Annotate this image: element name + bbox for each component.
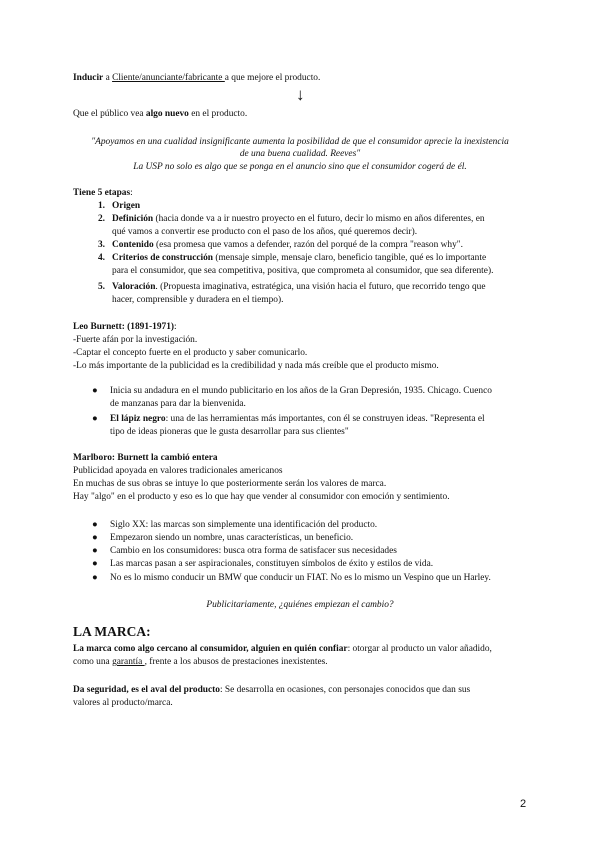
etapa-text: (esa promesa que vamos a defender, razón del porqué de la compra "reason why". [153, 240, 463, 250]
bullet-icon: ● [92, 386, 98, 396]
bullet-icon: ● [92, 533, 98, 543]
bullet-icon: ● [92, 573, 98, 583]
etapa-2-cont: qué vamos a convertir ese producto con el paso de los años, qué queremos decir). [112, 227, 418, 237]
bullet-text: : una de las herramientas más importantes, con él se construyen ideas. "Representa el [165, 414, 485, 424]
marlboro-title-text: Marlboro: Burnett la cambió entera [73, 453, 218, 463]
burnett-line: -Fuerte afán por la investigación. [73, 335, 198, 345]
bullet-text: Inicia su andadura en el mundo publicitario en los años de la Gran Depresión, 1935. Chicago. Cuenco [110, 386, 492, 396]
bullet-bold: El lápiz negro [110, 414, 166, 424]
down-arrow-icon: ↓ [296, 85, 305, 104]
etapa-number: 3. [97, 240, 105, 250]
quote-line-3: La USP no solo es algo que se ponga en el anuncio sino que el consumidor cogerá de él. [133, 162, 467, 172]
etapa-number: 5. [97, 282, 105, 292]
marca-heading: LA MARCA: [73, 624, 151, 639]
marlboro-bullet [92, 572, 600, 584]
marca-p1-line2 [73, 656, 600, 668]
etapa-text: (hacia donde va a ir nuestro proyecto en el futuro, decir lo mismo en años diferentes, en [153, 214, 485, 224]
marca-p1-bold: La marca como algo cercano al consumidor, alguien en quién confiar [73, 644, 348, 654]
etapa-5 [91, 281, 600, 293]
etapa-title: Contenido [112, 240, 154, 250]
marlboro-bullet [92, 532, 600, 544]
etapa-number: 2. [97, 214, 105, 224]
page-number: 2 [520, 798, 527, 810]
marca-p2 [73, 684, 600, 696]
burnett-line: -Lo más importante de la publicidad es la credibilidad y nada más creíble que el producto mismo. [73, 361, 439, 371]
etapa-number: 4. [97, 253, 105, 263]
marca-p2-line2: valores al producto/marca. [73, 698, 173, 708]
burnett-bullet-2-cont: tipo de ideas pioneras que le gusta desarrollar para sus clientes" [110, 427, 349, 437]
marca-p1-rest: : otorgar al producto un valor añadido, [347, 644, 492, 654]
bullet-text: Siglo XX: las marcas son simplemente una identificación del producto. [110, 520, 378, 530]
marca-p1 [73, 643, 600, 655]
marca-p2-bold: Da seguridad, es el aval del producto [73, 685, 220, 695]
etapa-text: (mensaje simple, mensaje claro, beneficio tangible, qué es lo importante [213, 253, 487, 263]
marlboro-line: En muchas de sus obras se intuye lo que posteriormente serán los valores de marca. [73, 479, 387, 489]
etapa-2 [91, 213, 600, 225]
intro-rest: a que mejore el producto. [224, 73, 321, 83]
marca-p2-rest: : Se desarrolla en ocasiones, con personajes conocidos que dan sus [219, 685, 471, 695]
bullet-text: No es lo mismo conducir un BMW que conducir un FIAT. No es lo mismo un Vespino que un Harley. [110, 573, 491, 583]
etapa-3 [91, 239, 600, 251]
burnett-title-text: Leo Burnett: (1891-1971) [73, 322, 175, 332]
marca-p1-guarantee: garantía [112, 657, 145, 667]
marlboro-bullet [92, 558, 600, 570]
bullet-text: Empezaron siendo un nombre, unas características, un beneficio. [110, 533, 354, 543]
quote-line-1: "Apoyamos en una cualidad insignificante aumenta la posibilidad de que el consumidor aprecie la inexistencia [91, 137, 509, 147]
marca-p1-l2b: , frente a los abusos de prestaciones inexistentes. [144, 657, 328, 667]
etapa-1 [91, 200, 600, 212]
marlboro-bullet [92, 545, 600, 557]
marca-p1-l2a: como una [73, 657, 113, 667]
etapa-text: . (Propuesta imaginativa, estratégica, una visión hacia el futuro, que recorrido tengo que [155, 282, 486, 292]
burnett-colon: : [174, 322, 177, 332]
etapa-title: Criterios de construcción [112, 253, 214, 263]
etapa-5-cont: hacer, comprensible y duradera en el tiempo). [112, 295, 284, 305]
burnett-bullet-1-cont: de manzanas para dar la bienvenida. [110, 399, 246, 409]
etapa-title: Definición [112, 214, 154, 224]
bullet-icon: ● [92, 546, 98, 556]
intro-line [73, 72, 600, 84]
burnett-bullet-1 [92, 385, 600, 397]
intro-a: a [103, 73, 113, 83]
intro-line2-b: algo nuevo [145, 109, 189, 119]
etapas-title [73, 187, 600, 199]
burnett-bullet-2 [92, 413, 600, 425]
marlboro-bullet [92, 519, 600, 531]
marlboro-line: Publicidad apoyada en valores tradicionales americanos [73, 466, 283, 476]
etapa-title: Origen [112, 201, 141, 211]
marlboro-line: Hay "algo" en el producto y eso es lo que hay que vender al consumidor con emoción y sentimiento. [73, 492, 450, 502]
quote-line-2: de una buena cualidad. Reeves" [239, 149, 361, 159]
bullet-icon: ● [92, 414, 98, 424]
marlboro-title [73, 452, 600, 464]
burnett-title [73, 321, 600, 333]
intro-line2-a: Que el público vea [73, 109, 146, 119]
burnett-line: -Captar el concepto fuerte en el producto y saber comunicarlo. [73, 348, 308, 358]
bullet-text: Las marcas pasan a ser aspiracionales, constituyen símbolos de éxito y estilos de vida. [110, 559, 434, 569]
intro-actor: Cliente/anunciante/fabricante [112, 73, 225, 83]
intro-inducir: Inducir [73, 73, 104, 83]
bullet-icon: ● [92, 559, 98, 569]
etapas-colon: : [130, 188, 133, 198]
bullet-icon: ● [92, 520, 98, 530]
etapa-title: Valoración [112, 282, 156, 292]
etapa-4-cont: para el consumidor, que sea competitiva, positiva, que comprometa al consumidor, que sea diferente). [112, 266, 494, 276]
intro-line2-c: en el producto. [188, 109, 248, 119]
bullet-text: Cambio en los consumidores: busca otra forma de satisfacer sus necesidades [110, 546, 397, 556]
etapa-number: 1. [97, 201, 105, 211]
intro-line-2 [73, 108, 600, 120]
etapa-4 [91, 252, 600, 264]
marlboro-question: Publicitariamente, ¿quiénes empiezan el cambio? [206, 600, 394, 610]
etapas-title-text: Tiene 5 etapas [73, 188, 131, 198]
